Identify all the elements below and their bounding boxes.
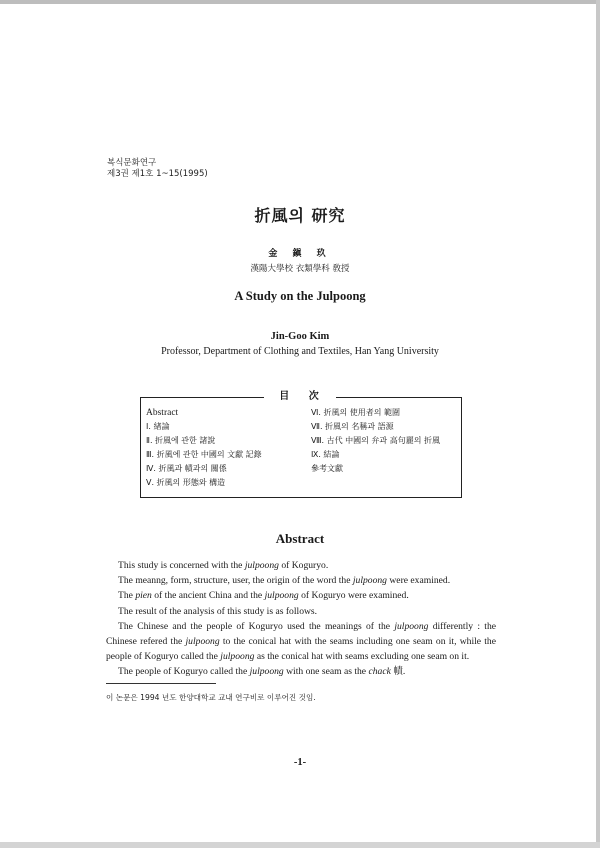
abstract-paragraph: The people of Koguryo called the julpoong with one seam as the chack 幘.: [118, 666, 406, 678]
abstract-paragraph: The Chinese and the people of Koguryo used the meanings of the julpoong differently : the Chinese refered the julpoong to the conical hat with the seams including one seam on it, while the people of Koguryo called the julpoong as the conical hat with seams excluding one seam on it.: [106, 620, 496, 663]
abstract-paragraph: The result of the analysis of this study is as follows.: [118, 605, 318, 617]
toc-item: Ⅸ. 結論: [311, 450, 340, 459]
toc-right-column: [311, 406, 440, 476]
toc-item: Ⅳ. 折風과 幘과의 關係: [146, 464, 227, 473]
footnote-divider: [106, 683, 216, 684]
toc-item: 參考文獻: [311, 464, 343, 473]
abstract-paragraph: The pien of the ancient China and the julpoong of Koguryo were examined.: [118, 590, 409, 602]
journal-header: [107, 158, 208, 180]
toc-item: Ⅰ. 緖論: [146, 422, 170, 431]
abstract-heading: Abstract: [275, 531, 325, 546]
journal-volume: 제3권 제1호 1~15(1995): [107, 169, 208, 179]
toc-item: Ⅶ. 折風의 名稱과 語源: [311, 422, 394, 431]
abstract-paragraph: This study is concerned with the julpoong of Koguryo.: [118, 560, 329, 571]
scan-edge-top: [0, 0, 600, 4]
toc-item: Ⅵ. 折風의 使用者의 範圍: [311, 408, 401, 417]
abstract-paragraph: The meanng, form, structure, user, the origin of the word the julpoong were examined.: [118, 575, 451, 587]
toc-item: Ⅴ. 折風의 形態와 構造: [146, 478, 226, 487]
author-affiliation-english: Professor, Department of Clothing and Textiles, Han Yang University: [161, 346, 439, 357]
toc-item: Ⅷ. 古代 中國의 弁과 高句麗의 折風: [311, 436, 440, 445]
page-number: -1-: [293, 757, 307, 768]
author-name-korean: 金 鎭 玖: [268, 249, 332, 259]
author-name-english: Jin-Goo Kim: [270, 331, 330, 342]
journal-name: 복식문화연구: [107, 158, 157, 168]
toc-heading: 目 次: [264, 390, 336, 403]
toc-item: Ⅱ. 折風에 관한 諸說: [146, 436, 216, 445]
paper-title-korean: 折風의 研究: [254, 206, 346, 225]
scan-edge-bottom: [0, 842, 600, 848]
abstract-body: [106, 558, 496, 680]
toc-left-column: [146, 406, 262, 490]
toc-item: Abstract: [146, 408, 179, 418]
toc-item: Ⅲ. 折風에 관한 中國의 文獻 記錄: [146, 450, 262, 459]
scan-edge-right: [596, 0, 600, 848]
paper-title-english: A Study on the Julpoong: [234, 289, 366, 303]
author-affiliation-korean: 漢陽大學校 衣類學科 敎授: [250, 264, 350, 274]
footnote: 이 논문은 1994 년도 한양대학교 교내 연구비로 이루어진 것임.: [106, 693, 316, 702]
